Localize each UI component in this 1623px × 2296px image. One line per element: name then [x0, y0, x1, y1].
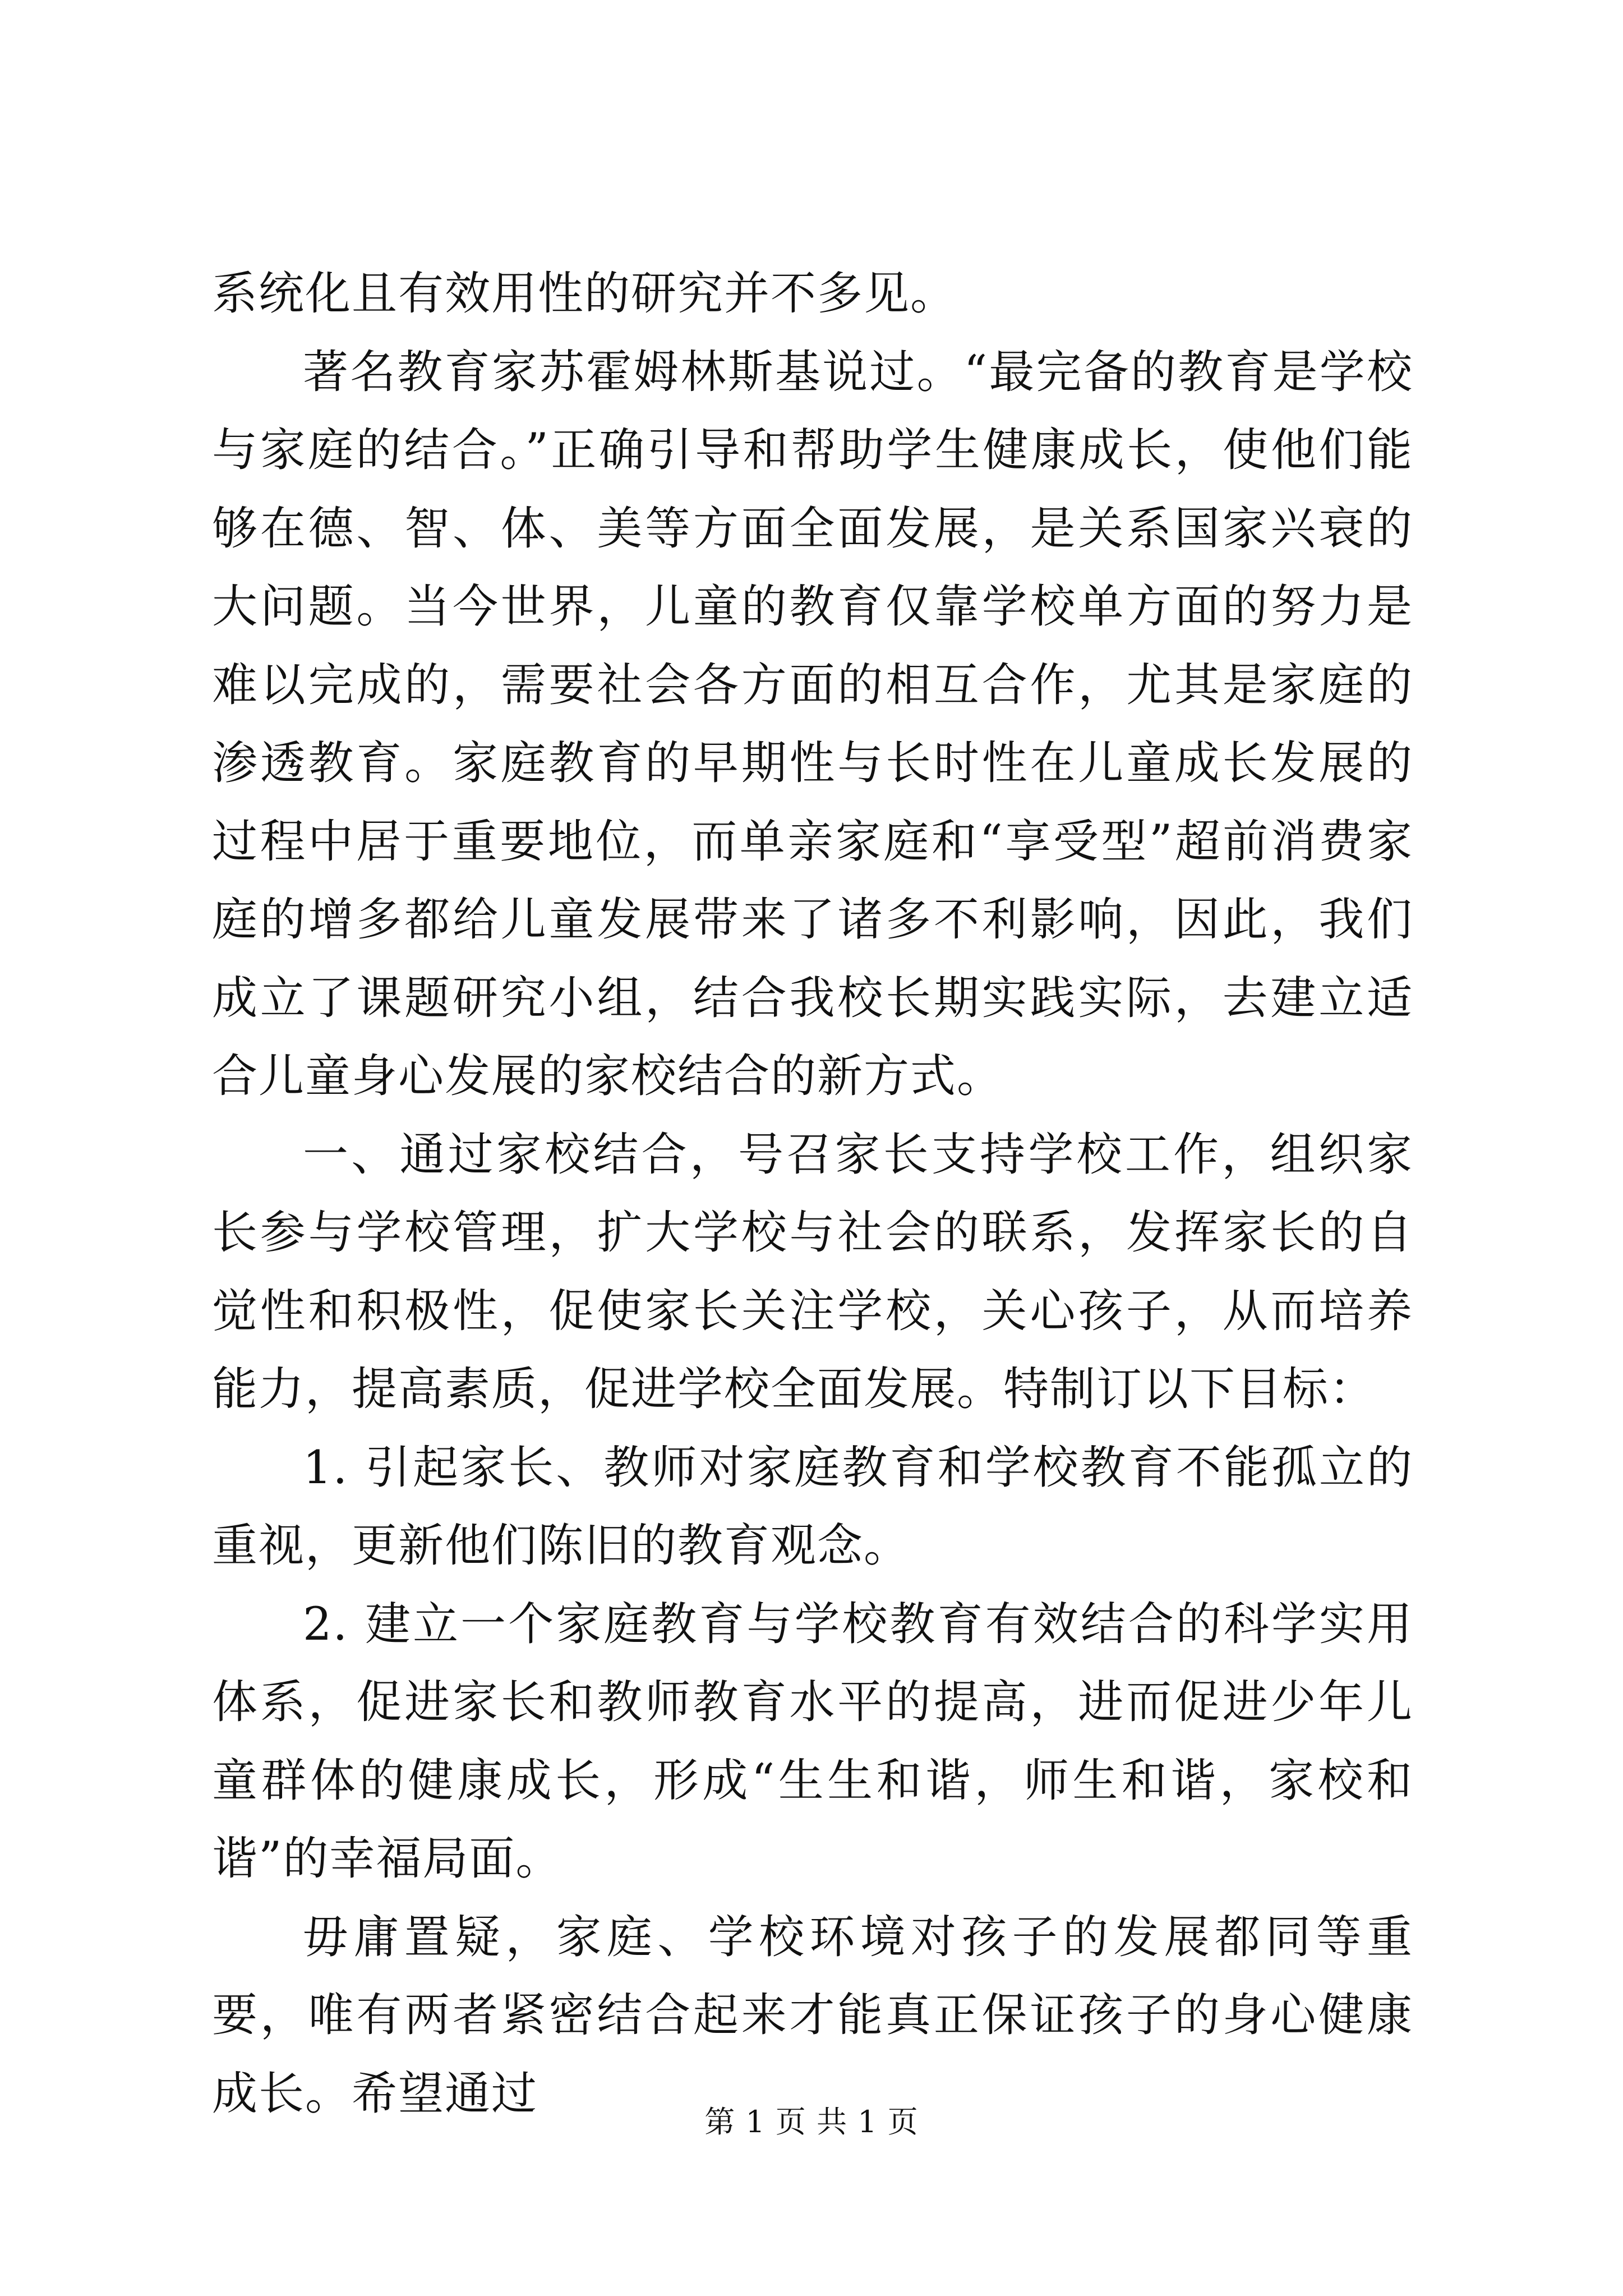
page-footer: 第 1 页 共 1 页: [704, 2104, 919, 2139]
paragraph-goal-2: 2. 建立一个家庭教育与学校教育有效结合的科学实用体系，促进家长和教师教育水平的提高，进而促进少年儿童群体的健康成长，形成“生生和谐，师生和谐，家校和谐”的幸福局面。: [212, 1598, 1413, 1885]
paragraph-conclusion: 毋庸置疑，家庭、学校环境对孩子的发展都同等重要，唯有两者紧密结合起来才能真正保证孩子的身心健康成长。希望通过: [212, 1911, 1413, 2120]
paragraph-quote-suhomlinsky: 著名教育家苏霍姆林斯基说过。“最完备的教育是学校与家庭的结合。”正确引导和帮助学生健康成长，使他们能够在德、智、体、美等方面全面发展，是关系国家兴衰的大问题。当今世界，儿童的教育仅靠学校单方面的努力是难以完成的，需要社会各方面的相互合作，尤其是家庭的渗透教育。家庭教育的早期性与长时性在儿童成长发展的过程中居于重要地位，而单亲家庭和“享受型”超前消费家庭的增多都给儿童发展带来了诸多不利影响，因此，我们成立了课题研究小组，结合我校长期实践实际，去建立适合儿童身心发展的家校结合的新方式。: [212, 346, 1413, 1103]
paragraph-section-one: 一、通过家校结合，号召家长支持学校工作，组织家长参与学校管理，扩大学校与社会的联系，发挥家长的自觉性和积极性，促使家长关注学校，关心孩子，从而培养能力，提高素质，促进学校全面发展。特制订以下目标：: [212, 1128, 1413, 1416]
paragraph-continuation: 系统化且有效用性的研究并不多见。: [212, 268, 957, 320]
document-body: [212, 255, 1413, 2133]
paragraph-goal-1: 1. 引起家长、教师对家庭教育和学校教育不能孤立的重视，更新他们陈旧的教育观念。: [212, 1441, 1413, 1572]
